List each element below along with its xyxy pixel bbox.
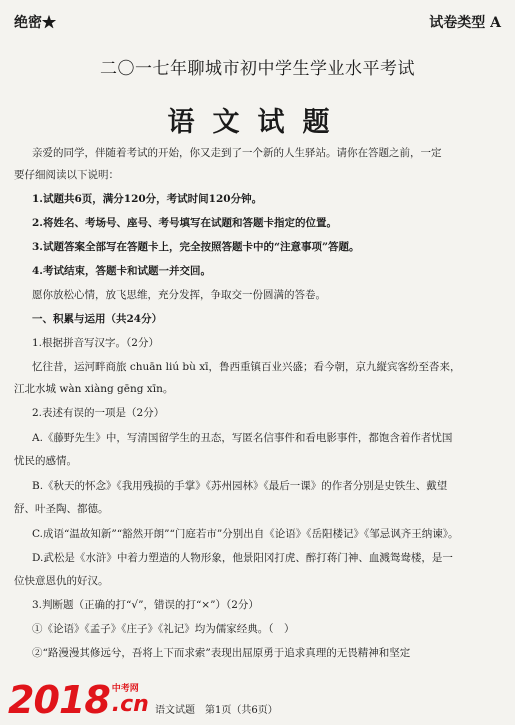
question-2: 2.表述有误的一项是（2分） bbox=[32, 407, 165, 419]
site-logo bbox=[8, 680, 149, 720]
option-d: D.武松是《水浒》中着力塑造的人物形象，他景阳冈打虎、醉打蒋门神、血溅鸳鸯楼，是一 bbox=[32, 552, 453, 564]
question-3: 3.判断题（正确的打“√”，错误的打“×”）（2分） bbox=[32, 599, 259, 611]
option-d-cont: 位快意恩仇的好汉。 bbox=[14, 575, 109, 587]
question-1-text-cont: 江北水城 wàn xiàng gēng xīn。 bbox=[14, 383, 174, 395]
exam-title: 二〇一七年聊城市初中学生学业水平考试 bbox=[100, 59, 415, 79]
instruction-intro-cont: 要仔细阅读以下说明： bbox=[14, 169, 119, 181]
logo-domain: .cn bbox=[111, 692, 149, 717]
instruction-1: 1.试题共6页，满分120分，考试时间120分钟。 bbox=[32, 193, 263, 205]
judgement-1: ①《论语》《孟子》《庄子》《礼记》均为儒家经典。（ ） bbox=[32, 623, 295, 635]
question-1: 1.根据拼音写汉字。（2分） bbox=[32, 337, 159, 349]
instruction-2: 2.将姓名、考场号、座号、考号填写在试题和答题卡指定的位置。 bbox=[32, 217, 337, 229]
encouragement: 愿你放松心情，放飞思维，充分发挥，争取交一份圆满的答卷。 bbox=[32, 289, 326, 301]
section-heading: 一、积累与运用（共24分） bbox=[32, 313, 163, 325]
instruction-intro: 亲爱的同学，伴随着考试的开始，你又走到了一个新的人生驿站。请你在答题之前，一定 bbox=[32, 147, 442, 159]
option-a: A.《藤野先生》中，写清国留学生的丑态，写匿名信事件和看电影事件，都饱含着作者忧国 bbox=[32, 432, 453, 444]
option-b: B.《秋天的怀念》《我用残损的手掌》《苏州园林》《最后一课》的作者分别是史铁生、戴望 bbox=[32, 480, 448, 492]
option-b-cont: 舒、叶圣陶、都德。 bbox=[14, 503, 109, 515]
logo-site-name: 中考网 bbox=[111, 684, 139, 694]
instruction-3: 3.试题答案全部写在答题卡上，完全按照答题卡中的“注意事项”答题。 bbox=[32, 241, 360, 253]
instruction-4: 4.考试结束，答题卡和试题一并交回。 bbox=[32, 265, 211, 277]
logo-number: 2018 bbox=[8, 678, 110, 722]
option-c: C.成语“温故知新”“豁然开朗”“门庭若市”分别出自《论语》《岳阳楼记》《邹忌讽齐王纳谏》。 bbox=[32, 528, 459, 540]
question-1-text: 忆往昔，运河畔商旅 chuān liú bù xī，鲁西重镇百业兴盛；看今朝，京九縦宾客纷至沓来， bbox=[32, 361, 461, 373]
judgement-2: ②“路漫漫其修远兮，吾将上下而求索”表现出屈原勇于追求真理的无畏精神和坚定 bbox=[32, 647, 411, 659]
page-footer: 语文试题 第1页（共6页） bbox=[155, 705, 278, 716]
option-a-cont: 忧民的感情。 bbox=[14, 455, 77, 467]
secret-mark: 绝密★ bbox=[14, 15, 56, 31]
subject-title: 语文试题 bbox=[167, 107, 348, 138]
paper-type: 试卷类型 A bbox=[429, 15, 501, 31]
